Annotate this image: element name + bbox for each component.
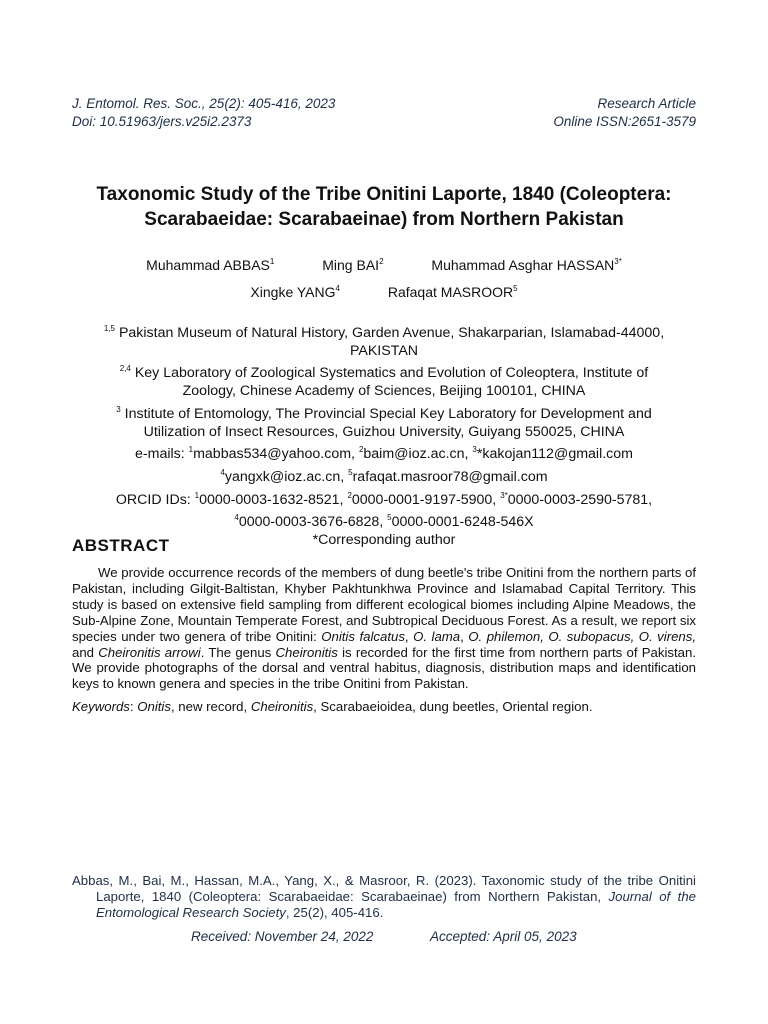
corresponding-author-note: *Corresponding author [312,532,456,549]
issn: Online ISSN:2651-3579 [553,114,696,129]
accepted-date: Accepted: April 05, 2023 [430,929,577,944]
affiliation-2: $^{2,4}$ Key Laboratory of Zoological Systematics and Evolution of Coleoptera, Institute of Zoology, Chinese Academy of Sciences, Beijing 100101, CHINA [119,364,649,400]
citation: Abbas, M., Bai, M., Hassan, M.A., Yang, X., & Masroor, R. (2023). Taxonomic study of the tribe Onitini Laporte, 1840 (Coleoptera: Scarabaeidae: Scarabaeinae) from Northern Pakistan, Journal of the Entomological Research Society, 25(2), 405-416. [72,873,696,920]
author: Ming BAI$^2$ [322,257,384,273]
title-line-2: Scarabaeidae: Scarabaeinae) from Northern Pakistan [144,209,624,230]
paper-title [64,182,704,232]
author: Muhammad ABBAS$^1$ [146,257,275,273]
abstract-text: We provide occurrence records of the members of dung beetle's tribe Onitini from the northern parts of Pakistan, including Gilgit-Baltistan, Khyber Pakhtunkhwa Province and Islamabad Capital Territory. This study is based on extensive field sampling from different ecological biomes including Alpine Meadows, the Sub-Alpine Zone, Mountain Temperate Forest, and Subtropical Deciduous Forest. As a result, we report six species under two genera of tribe Onitini: Onitis falcatus, O. lama, O. philemon, O. subopacus, O. virens, and Cheironitis arrowi. The genus Cheironitis is recorded for the first time from northern parts of Pakistan. We provide photographs of the dorsal and ventral habitus, diagnosis, distribution maps and identification keys to known genera and species in the tribe Onitini from Pakistan. [72,565,697,692]
affiliation-1: $^{1,5}$ Pakistan Museum of Natural History, Garden Avenue, Shakarparian, Islamabad-44000, PAKISTAN [103,324,665,359]
keywords-label: Keywords [72,699,130,714]
species-name: O. philemon, O. subopacus, O. virens, [468,628,697,644]
affiliation-3: $^3$ Institute of Entomology, The Provincial Special Key Laboratory for Development and Utilization of Insect Resources, Guizhou University, Guiyang 550025, CHINA [116,404,652,440]
species-name: Cheironitis arrowi [98,644,201,660]
doi: Doi: 10.51963/jers.v25i2.2373 [72,114,252,129]
abstract-heading: ABSTRACT [72,536,170,555]
genus-name: Cheironitis [275,644,338,660]
keywords: Keywords: Onitis, new record, Cheironitis, Scarabaeioidea, dung beetles, Oriental region. [72,699,593,714]
orcid-list: ORCID IDs: $^1$0000-0003-1632-8521, $^2$0000-0001-9197-5900, $^{3*}$0000-0003-2590-5781, $^4$0000-0003-3676-6828, $^5$0000-0001-6248-546X [115,490,653,531]
author: Muhammad Asghar $HASSAN^{3*}$ [431,257,622,273]
journal-header [72,95,696,113]
author: Rafaqat MASROOR$^5$ [387,284,518,300]
author: Xingke YANG$^4$ [250,284,340,300]
species-name: O. lama [413,628,461,644]
email-link[interactable]: mabbas534@yahoo.com, [193,446,359,463]
email-link[interactable]: yangxk@ioz.ac.cn, [224,468,349,485]
authors-row-1 [60,253,708,274]
affiliations [80,320,688,550]
received-date: Received: November 24, 2022 [191,929,374,944]
species-name: Onitis falcatus [321,628,405,644]
email-link[interactable]: baim@ioz.ac.cn, [363,446,473,463]
doi-header [72,113,696,131]
citation-journal: Journal of the Entomological Research Society [96,889,696,920]
email-link[interactable]: rafaqat.masroor78@gmail.com [352,468,548,485]
authors-row-2 [60,280,708,301]
email-link[interactable]: *kakojan112@gmail.com [476,446,633,463]
article-type: Research Article [597,96,696,111]
journal-reference: J. Entomol. Res. Soc., 25(2): 405-416, 2023 [72,96,336,111]
title-line-1: Taxonomic Study of the Tribe Onitini Laporte, 1840 (Coleoptera: [96,184,672,205]
email-list: e-mails: $^1$mabbas534@yahoo.com, $^2$baim@ioz.ac.cn, $^3$*kakojan112@gmail.com $^4$yangxk@ioz.ac.cn, $^5$rafaqat.masroor78@gmail.com [135,445,633,485]
